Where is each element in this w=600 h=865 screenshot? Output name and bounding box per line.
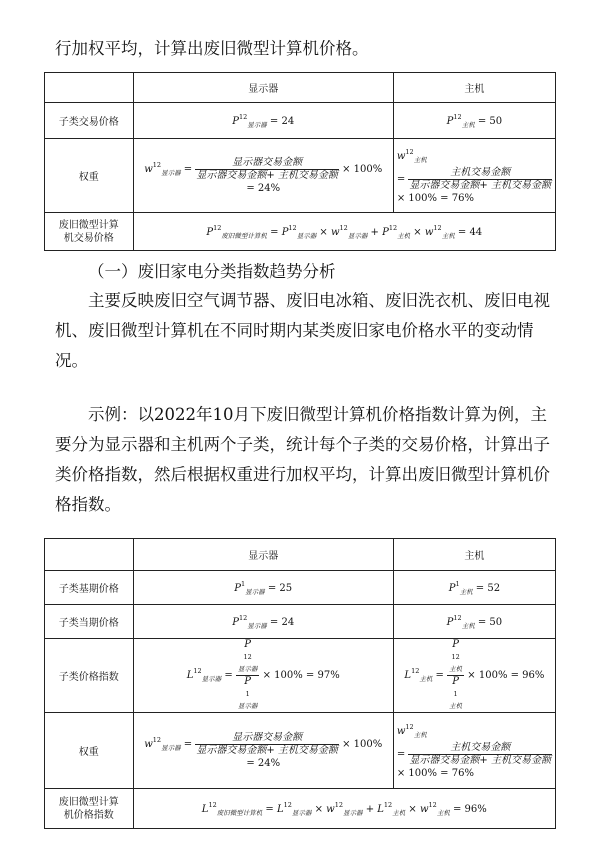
formula-cell: $P^1_{显示器} = 25$ (133, 571, 393, 605)
formula-cell: $w^{12}_{主机}$ = $\frac{\text{主机交易金额}}{\text{显示器交易金额+ 主机交易金额}}$ × 100% = 76% (393, 713, 555, 789)
formula-cell: $L^{12}_{主机}$ = P 12 主机 P 1 主机 × 100% = 96% (393, 639, 555, 713)
row-label: 权重 (45, 139, 134, 213)
row-label: 废旧微型计算 机交易价格 (45, 213, 134, 251)
table-row (45, 571, 556, 605)
row-label: 子类当期价格 (45, 605, 134, 639)
header-empty (45, 539, 134, 571)
table-row (45, 213, 556, 251)
row-label: 子类基期价格 (45, 571, 134, 605)
table-row (45, 789, 556, 829)
header-display: 显示器 (133, 73, 393, 103)
table-header-row (45, 73, 556, 103)
header-host: 主机 (393, 539, 555, 571)
row-label: 废旧微型计算 机价格指数 (45, 789, 134, 829)
formula-cell: $P^{12}_{主机} = 50$ (393, 103, 555, 139)
row-label: 权重 (45, 713, 134, 789)
price-index-table (44, 538, 556, 829)
header-empty (45, 73, 134, 103)
formula-cell: $L^{12}_{显示器}$ = P 12 显示器 P 1 显示器 × 100% = 97% (133, 639, 393, 713)
table-row (45, 713, 556, 789)
formula-cell: $L^{12}_{废旧微型计算机} = L^{12}_{显示器} \times w^{12}_{显示器} + L^{12}_{主机} \times w^{12}_{主机} = 96\%$ (133, 789, 555, 829)
row-label: 子类交易价格 (45, 103, 134, 139)
formula-cell: $P^1_{主机} = 52$ (393, 571, 555, 605)
table-row (45, 605, 556, 639)
paragraph-example: 示例：以2022年10月下废旧微型计算机价格指数计算为例，主要分为显示器和主机两个子类，统计每个子类的交易价格，计算出子类价格指数，然后根据权重进行加权平均，计算出废旧微型计算机价格指数。 (55, 405, 550, 514)
header-display: 显示器 (133, 539, 393, 571)
formula-cell: $w^{12}_{主机}$ = $\frac{\text{主机交易金额}}{\text{显示器交易金额+ 主机交易金额}}$ × 100% = 76% (393, 139, 555, 213)
table-header-row (45, 539, 556, 571)
section-heading: （一）废旧家电分类指数趋势分析 (88, 262, 336, 281)
formula-cell: $P^{12}_{废旧微型计算机} = P^{12}_{显示器} \times w^{12}_{显示器} + P^{12}_{主机} \times w^{12}_{主机} = 44$ (133, 213, 555, 251)
table-row (45, 103, 556, 139)
formula-cell: $P^{12}_{显示器} = 24$ (133, 103, 393, 139)
table-row (45, 139, 556, 213)
header-host: 主机 (393, 73, 555, 103)
row-label: 子类价格指数 (45, 639, 134, 713)
formula-cell: $w^{12}_{显示器}$ = $\frac{\text{显示器交易金额}}{\text{显示器交易金额+ 主机交易金额}}$ × 100% = 24% (133, 713, 393, 789)
formula-cell: $P^{12}_{显示器} = 24$ (133, 605, 393, 639)
transaction-price-table (44, 72, 556, 251)
formula-cell: $P^{12}_{主机} = 50$ (393, 605, 555, 639)
table-row (45, 639, 556, 713)
formula-cell: $w^{12}_{显示器}$ = $\frac{\text{显示器交易金额}}{\text{显示器交易金额+ 主机交易金额}}$ × 100% = 24% (133, 139, 393, 213)
top-text: 行加权平均，计算出废旧微型计算机价格。 (55, 39, 369, 58)
paragraph-intro: 主要反映废旧空气调节器、废旧电冰箱、废旧洗衣机、废旧电视机、废旧微型计算机在不同时期内某类废旧家电价格水平的变动情况。 (55, 291, 550, 370)
